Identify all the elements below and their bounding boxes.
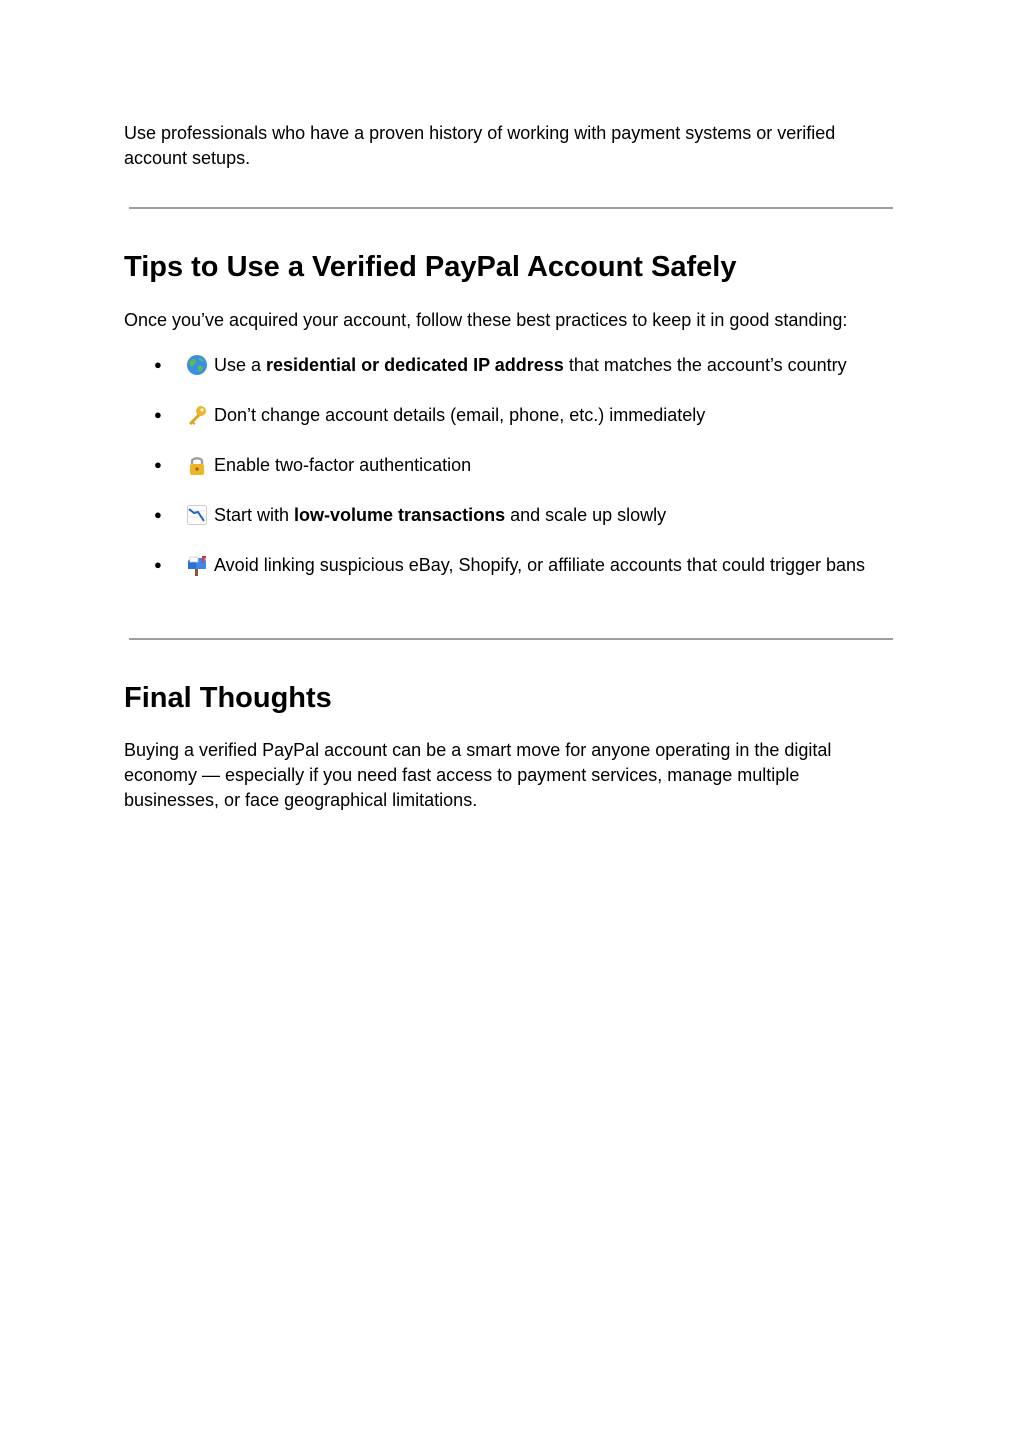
lock-icon bbox=[185, 452, 209, 478]
list-item bbox=[0, 352, 1024, 402]
list-item bbox=[0, 502, 1024, 552]
list-item bbox=[0, 402, 1024, 452]
bullet: ● bbox=[154, 407, 162, 422]
bullet: ● bbox=[154, 507, 162, 522]
globe-icon bbox=[185, 352, 209, 378]
tips-heading: Tips to Use a Verified PayPal Account Safely bbox=[124, 251, 737, 283]
final-thoughts-paragraph: Buying a verified PayPal account can be a smart move for anyone operating in the digital economy — especially if you need fast access to payment services, manage multiple businesses, or face geographical limitations. bbox=[124, 740, 832, 810]
intro-paragraph: Use professionals who have a proven history of working with payment systems or verified account setups. bbox=[124, 123, 836, 168]
tip-text: Start with low-volume transactions and scale up slowly bbox=[214, 505, 667, 525]
horizontal-rule bbox=[129, 638, 893, 640]
list-item bbox=[0, 452, 1024, 502]
tips-lead-paragraph: Once you’ve acquired your account, follow these best practices to keep it in good standing: bbox=[124, 310, 848, 330]
tip-text: Use a residential or dedicated IP address that matches the account’s country bbox=[214, 355, 847, 375]
tip-text: Avoid linking suspicious eBay, Shopify, or affiliate accounts that could trigger bans bbox=[214, 555, 866, 575]
tip-text: Don’t change account details (email, phone, etc.) immediately bbox=[214, 405, 706, 425]
bullet: ● bbox=[154, 457, 162, 472]
mailbox-icon bbox=[185, 552, 209, 578]
horizontal-rule bbox=[129, 207, 893, 209]
list-item bbox=[0, 552, 1024, 602]
tip-text: Enable two-factor authentication bbox=[214, 455, 472, 475]
final-thoughts-heading: Final Thoughts bbox=[124, 682, 332, 714]
tips-list bbox=[0, 352, 1024, 602]
bullet: ● bbox=[154, 357, 162, 372]
bullet: ● bbox=[154, 557, 162, 572]
key-icon bbox=[185, 402, 209, 428]
chart-decreasing-icon bbox=[185, 502, 209, 528]
